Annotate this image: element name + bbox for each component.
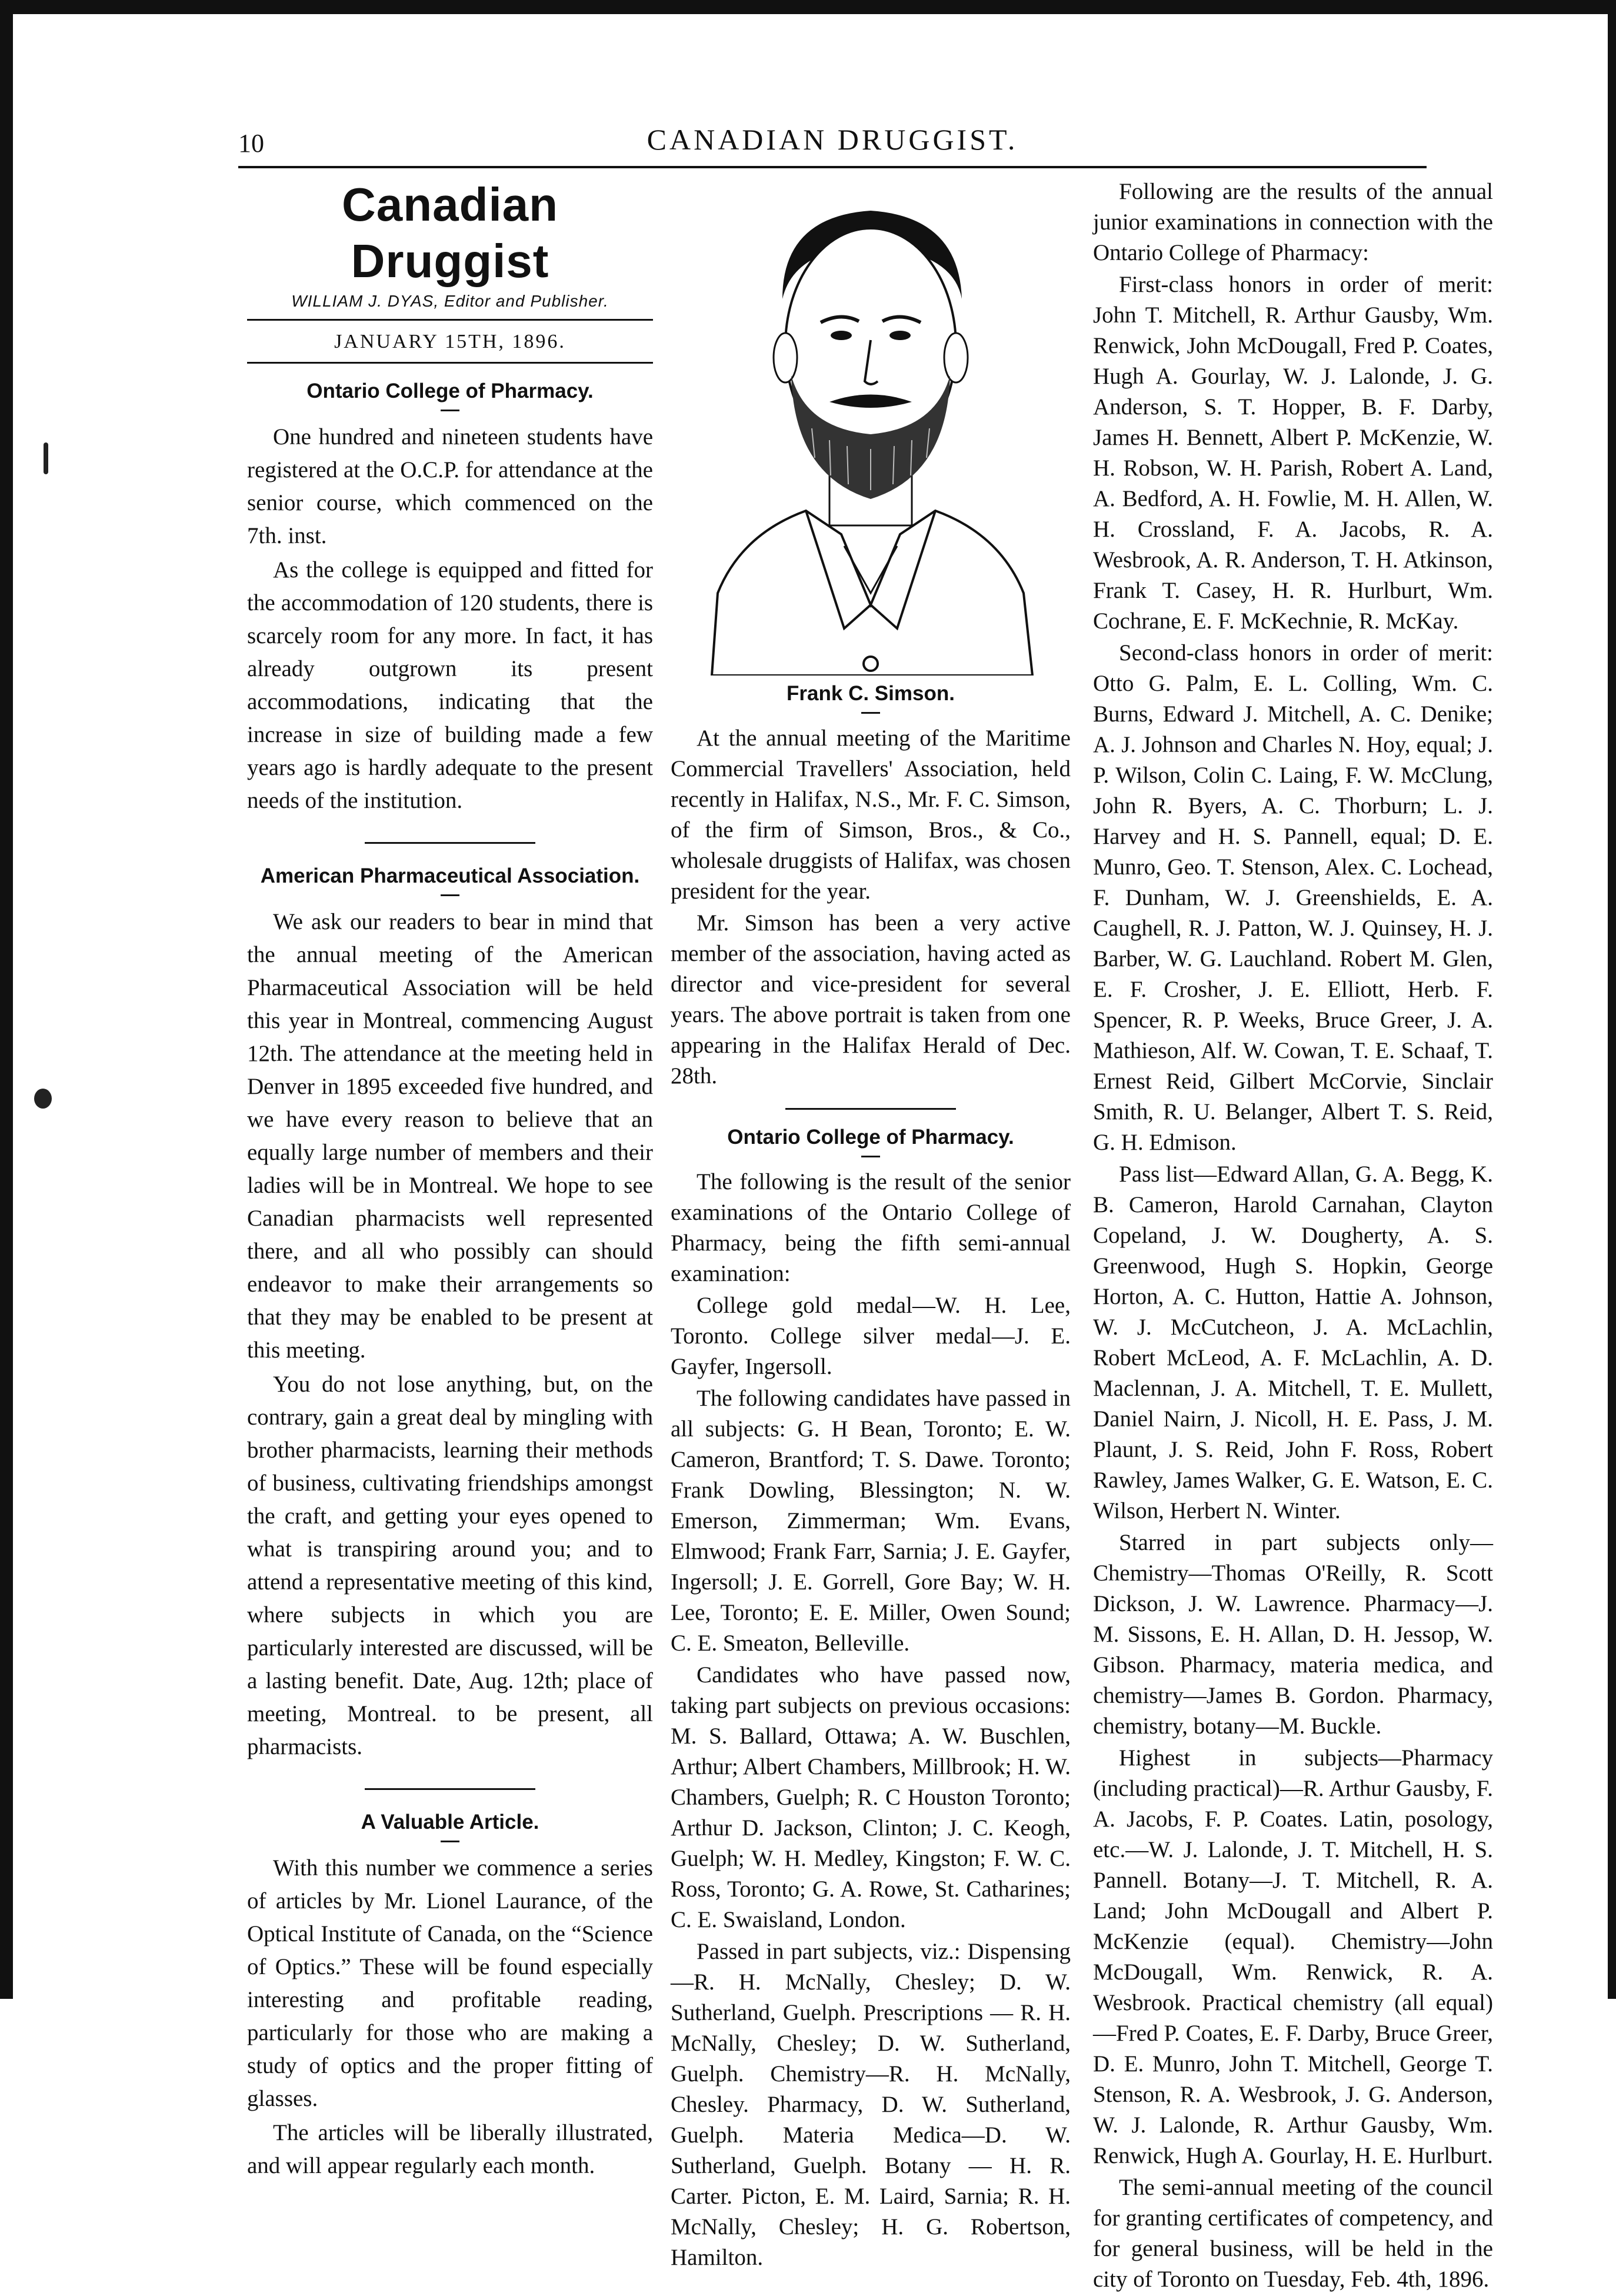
running-title: CANADIAN DRUGGIST. <box>647 123 1018 156</box>
article-paragraph: As the college is equipped and fitted for the accommodation of 120 students, there is scarcely room for any more. In fact, it has already outgrown its present accommodations, indicating that the increase in size of building made a few years ago is hardly adequate to the present needs of the institution. <box>247 557 653 813</box>
heading-dash <box>861 712 880 714</box>
heading-dash <box>861 1156 880 1157</box>
article-paragraph: One hundred and nineteen students have registered at the O.C.P. for attendance at the senior course, which commenced on the 7th. inst. <box>247 424 653 548</box>
article-paragraph: The semi-annual meeting of the council for granting certificates of competency, and for general business, will be held in the city of Toronto on Tuesday, Feb. 4th, 1896. <box>1093 2175 1493 2292</box>
article-heading: Ontario College of Pharmacy. <box>727 1126 1014 1149</box>
heading-dash <box>441 894 459 896</box>
article-paragraph: At the annual meeting of the Maritime Commercial Travellers' Association, held recently in Halifax, N.S., Mr. F. C. Simson, of the firm of Simson, Bros., & Co., wholesale druggists of Halifax, was chosen president for the year. <box>671 726 1071 904</box>
scan-speck <box>34 1089 52 1109</box>
section-separator <box>365 1788 535 1790</box>
article-paragraph: Following are the results of the annual junior examinations in connection with the Ontario College of Pharmacy: <box>1093 179 1493 265</box>
article-paragraph: The following is the result of the senior examinations of the Ontario College of Pharmacy, being the fifth semi-annual examination: <box>671 1169 1071 1286</box>
masthead-title: Canadian Druggist <box>341 178 559 287</box>
heading-dash <box>441 410 459 411</box>
article-paragraph: Candidates who have passed now, taking part subjects on previous occasions: M. S. Ballard, Ottawa; A. W. Buschlen, Arthur; Albert Chambers, Millbrook; H. W. Chambers, Guelph; R. C Houston Toronto; Arthur D. Jackson, Clinton; J. C. Keogh, Guelph; W. H. Medley, Kingston; F. W. C. Ross, Toronto; G. A. Rowe, St. Catharines; C. E. Swaisland, London. <box>671 1662 1071 1932</box>
scan-edge-left <box>0 0 13 1999</box>
article-paragraph: College gold medal—W. H. Lee, Toronto. College silver medal—J. E. Gayfer, Ingersoll. <box>671 1293 1071 1379</box>
article-heading: American Pharmaceutical Association. <box>260 864 640 887</box>
section-separator <box>785 1108 956 1110</box>
portrait-caption: Frank C. Simson. <box>787 682 955 705</box>
scan-speck <box>44 442 48 474</box>
article-paragraph: Mr. Simson has been a very active member of the association, having acted as director and vice-president for several years. The above portrait is taken from one appearing in the Halifax Herald of Dec. 28th. <box>671 910 1071 1089</box>
section-separator <box>365 842 535 844</box>
article-paragraph: You do not lose anything, but, on the contrary, gain a great deal by mingling with brother pharmacists, learning their methods of business, cultivating friendships amongst the craft, and getting your eyes opened to what is transpiring around you; and to attend a representative meeting of this kind, where subjects in which you are particularly interested are discussed, will be a lasting benefit. Date, Aug. 12th; place of meeting, Montreal. to be present, all pharmacists. <box>247 1372 653 1759</box>
running-head <box>238 122 1427 164</box>
article-paragraph: Second-class honors in order of merit: Otto G. Palm, E. L. Colling, Wm. C. Burns, Edward J. Mitchell, A. C. Denike; A. J. Johnson and Charles N. Hoy, equal; J. P. Wilson, Colin C. Laing, F. W. McClung, John R. Byers, A. C. Thorburn; L. J. Harvey and H. S. Pannell, equal; D. E. Munro, Geo. T. Stenson, Alex. C. Lochead, F. Dunham, W. J. Greenshields, E. A. Caughell, R. J. Patton, W. J. Quinsey, H. J. Barber, W. G. Lauchland. Robert M. Glen, E. F. Crosher, J. E. Elliott, Herb. F. Spencer, R. P. Weeks, Bruce Greer, J. A. Mathieson, Alf. W. Cowan, T. E. Schaaf, T. Ernest Reid, Gilbert McCorvie, Sinclair Smith, R. U. Belanger, Albert T. S. Reid, G. H. Edmison. <box>1093 640 1493 1155</box>
article-paragraph: Highest in subjects—Pharmacy (including practical)—R. Arthur Gausby, F. A. Jacobs, F. P. Coates. Latin, posology, etc.—W. J. Lalonde, J. T. Mitchell, H. S. Pannell. Botany—J. T. Mitchell, R. A. Land; John McDougall and Albert P. McKenzie (equal). Chemistry—John McDougall, Wm. Renwick, R. A. Wesbrook. Practical chemistry (all equal)—Fred P. Coates, E. F. Darby, Bruce Greer, D. E. Munro, John T. Mitchell, George T. Stenson, R. A. Wesbrook, J. G. Anderson, W. J. Lalonde, R. Arthur Gausby, Wm. Renwick, Hugh A. Gourlay, H. E. Hurlburt. <box>1093 1745 1493 2168</box>
article-paragraph: Passed in part subjects, viz.: Dispensing—R. H. McNally, Chesley; D. W. Sutherland, Guelph. Prescriptions — R. H. McNally, Chesley; D. W. Sutherland, Guelph. Chemistry—R. H. McNally, Chesley. Pharmacy, D. W. Sutherland, Guelph. Materia Medica—D. W. Sutherland, Guelph. Botany — H. R. Carter. Picton, E. M. Laird, Sarnia; R. H. McNally, Chesley; H. G. Robertson, Hamilton. <box>671 1939 1071 2270</box>
article-paragraph: The articles will be liberally illustrated, and will appear regularly each month. <box>247 2120 653 2178</box>
article-paragraph: We ask our readers to bear in mind that the annual meeting of the American Pharmaceutical Association will be held this year in Montreal, commencing August 12th. The attendance at the meeting held in Denver in 1895 exceeded five hundred, and we have every reason to believe that an equally large number of members and their ladies will be in Montreal. We hope to see Canadian pharmacists well represented there, and all who possibly can should endeavor to make their arrangements so that they may be enabled to be present at this meeting. <box>247 909 653 1363</box>
column-3 <box>1093 177 1493 2296</box>
article-heading: Ontario College of Pharmacy. <box>306 380 594 402</box>
article-paragraph: First-class honors in order of merit: John T. Mitchell, R. Arthur Gausby, Wm. Renwick, John McDougall, Fred P. Coates, Hugh A. Gourlay, W. J. Lalonde, J. G. Anderson, S. T. Hopper, B. F. Darby, James H. Bennett, Albert P. McKenzie, W. H. Robson, W. H. Parish, Robert A. Land, A. Bedford, A. H. Fowlie, M. H. Allen, W. H. Crossland, F. A. Jacobs, R. A. Wesbrook, A. R. Anderson, T. H. Atkinson, Frank T. Casey, H. R. Hurlburt, Wm. Cochrane, E. F. McKechnie, R. McKay. <box>1093 272 1493 634</box>
scan-edge-top <box>0 0 1616 14</box>
masthead-rule <box>247 362 653 364</box>
column-1 <box>247 177 653 2184</box>
heading-dash <box>441 1841 459 1842</box>
dateline: JANUARY 15TH, 1896. <box>334 331 566 352</box>
article-paragraph: The following candidates have passed in all subjects: G. H Bean, Toronto; E. W. Cameron, Brantford; T. S. Dawe. Toronto; Frank Dowling, Blessington; N. W. Emerson, Zimmerman; Wm. Evans, Elmwood; Frank Farr, Sarnia; J. E. Gayfer, Ingersoll; J. E. Gorrell, Gore Bay; W. H. Lee, Toronto; E. E. Miller, Owen Sound; C. E. Smeaton, Belleville. <box>671 1386 1071 1656</box>
masthead-editor: WILLIAM J. DYAS, Editor and Publisher. <box>291 292 609 310</box>
article-paragraph: Pass list—Edward Allan, G. A. Begg, K. B. Cameron, Harold Carnahan, Clayton Copeland, J. W. Dougherty, A. S. Greenwood, Hugh S. Hopkin, George Horton, A. C. Hutton, Hattie A. Johnson, W. J. McCutcheon, J. A. McLachlin, Robert McLeod, A. F. McLachlin, A. D. Maclennan, J. A. Mitchell, T. E. Mullett, Daniel Nairn, J. Nicoll, H. E. Pass, J. M. Plaunt, J. S. Reid, John F. Ross, Robert Rawley, James Walker, G. E. Watson, E. C. Wilson, Herbert N. Winter. <box>1093 1162 1493 1523</box>
portrait-engraving <box>694 181 1047 676</box>
head-rule <box>238 166 1427 168</box>
article-paragraph: Starred in part subjects only—Chemistry—Thomas O'Reilly, R. Scott Dickson, J. W. Lawrence. Pharmacy—J. M. Sissons, E. H. Allan, D. H. Jessop, W. Gibson. Pharmacy, materia medica, and chemistry—James B. Gordon. Pharmacy, chemistry, botany—M. Buckle. <box>1093 1530 1493 1739</box>
article-heading: A Valuable Article. <box>361 1811 539 1834</box>
scan-edge-right <box>1608 0 1616 1999</box>
masthead-rule <box>247 319 653 321</box>
article-paragraph: With this number we commence a series of articles by Mr. Lionel Laurance, of the Optical Institute of Canada, on the “Science of Optics.” These will be found especially interesting and profitable reading, particularly for those who are making a study of optics and the proper fitting of glasses. <box>247 1855 653 2111</box>
portrait-illustration <box>694 181 1047 676</box>
column-2 <box>671 177 1071 2274</box>
page-number: 10 <box>238 129 264 158</box>
